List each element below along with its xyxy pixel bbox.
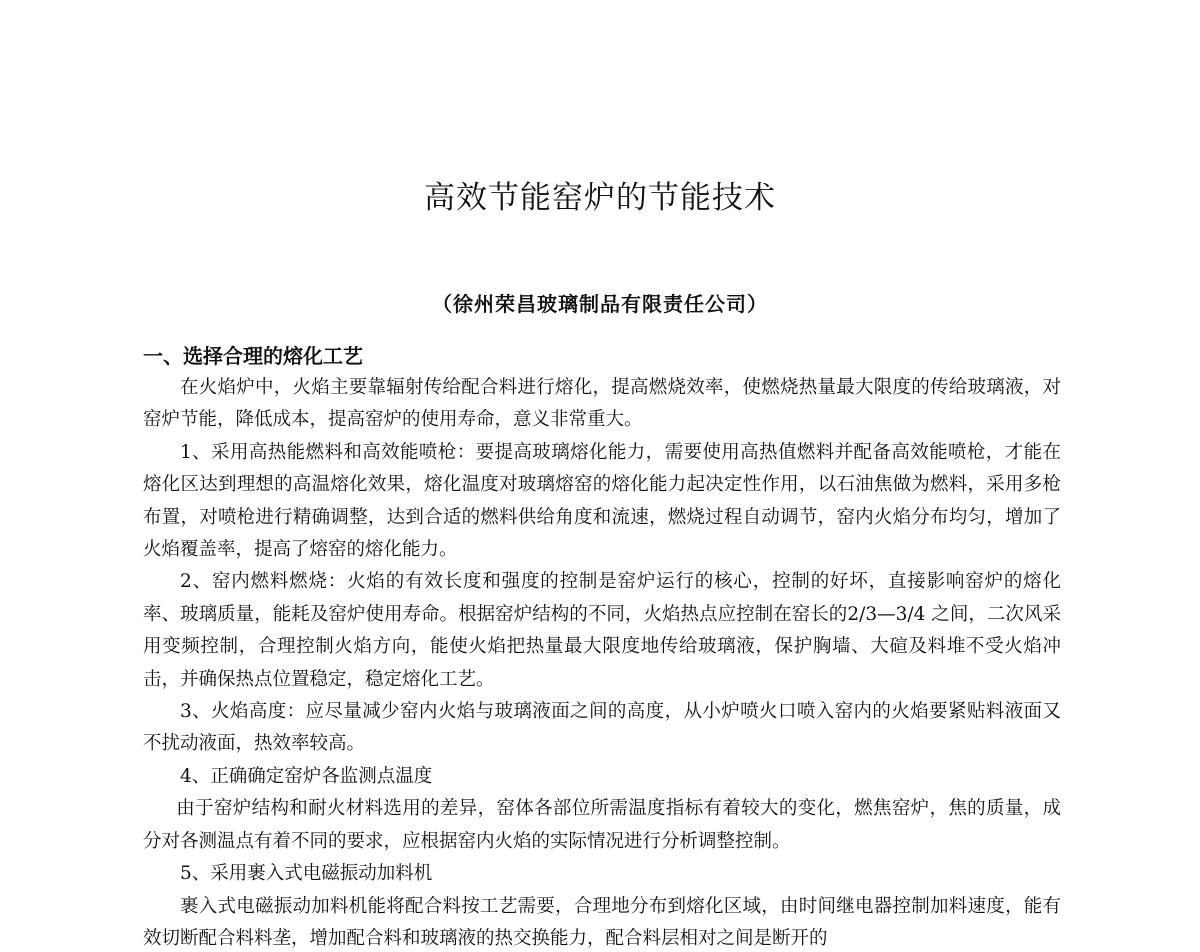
paragraph-item-5-heading: 5、采用裹入式电磁振动加料机 <box>180 863 433 885</box>
document-body <box>143 340 1061 952</box>
paragraph-item-1: 1、采用高热能燃料和高效能喷枪：要提高玻璃熔化能力，需要使用高热值燃料并配备高效能喷枪，才能在熔化区达到理想的高温熔化效果，熔化温度对玻璃熔窑的熔化能力起决定性作用，以石油焦做为燃料，采用多枪布置，对喷枪进行精确调整，达到合适的燃料供给角度和流速，燃烧过程自动调节，窑内火焰分布均匀，增加了火焰覆盖率，提高了熔窑的熔化能力。 <box>143 441 1061 561</box>
paragraph-item-4-body: 由于窑炉结构和耐火材料选用的差异，窑体各部位所需温度指标有着较大的变化，燃焦窑炉，焦的质量，成分对各测温点有着不同的要求，应根据窑内火焰的实际情况进行分析调整控制。 <box>143 798 1061 852</box>
paragraph-item-2: 2、窑内燃料燃烧：火焰的有效长度和强度的控制是窑炉运行的核心，控制的好坏，直接影响窑炉的熔化率、玻璃质量，能耗及窑炉使用寿命。根据窑炉结构的不同，火焰热点应控制在窑长的2/3—3/4 之间，二次风采用变频控制，合理控制火焰方向，能使火焰把热量最大限度地传给玻璃液，保护胸墙、大碹及料堆不受火焰冲击，并确保热点位置稳定，稳定熔化工艺。 <box>143 571 1061 690</box>
paragraph-item-3: 3、火焰高度：应尽量减少窑内火焰与玻璃液面之间的高度，从小炉喷火口喷入窑内的火焰要紧贴料液面又不扰动液面，热效率较高。 <box>143 701 1061 755</box>
paragraph-item-4-heading: 4、正确确定窑炉各监测点温度 <box>180 765 433 787</box>
section-heading: 一、选择合理的熔化工艺 <box>143 344 363 368</box>
document-title: 高效节能窑炉的节能技术 <box>424 180 776 216</box>
paragraph-item-5-body: 裹入式电磁振动加料机能将配合料按工艺需要，合理地分布到熔化区域，由时间继电器控制加料速度，能有效切断配合料料垄，增加配合料和玻璃液的热交换能力，配合料层相对之间是断开的 <box>143 895 1061 949</box>
company-name: （徐州荣昌玻璃制品有限责任公司） <box>432 292 768 316</box>
paragraph-intro: 在火焰炉中，火焰主要靠辐射传给配合料进行熔化，提高燃烧效率，使燃烧热量最大限度的传给玻璃液，对窑炉节能，降低成本，提高窑炉的使用寿命，意义非常重大。 <box>143 377 1061 431</box>
